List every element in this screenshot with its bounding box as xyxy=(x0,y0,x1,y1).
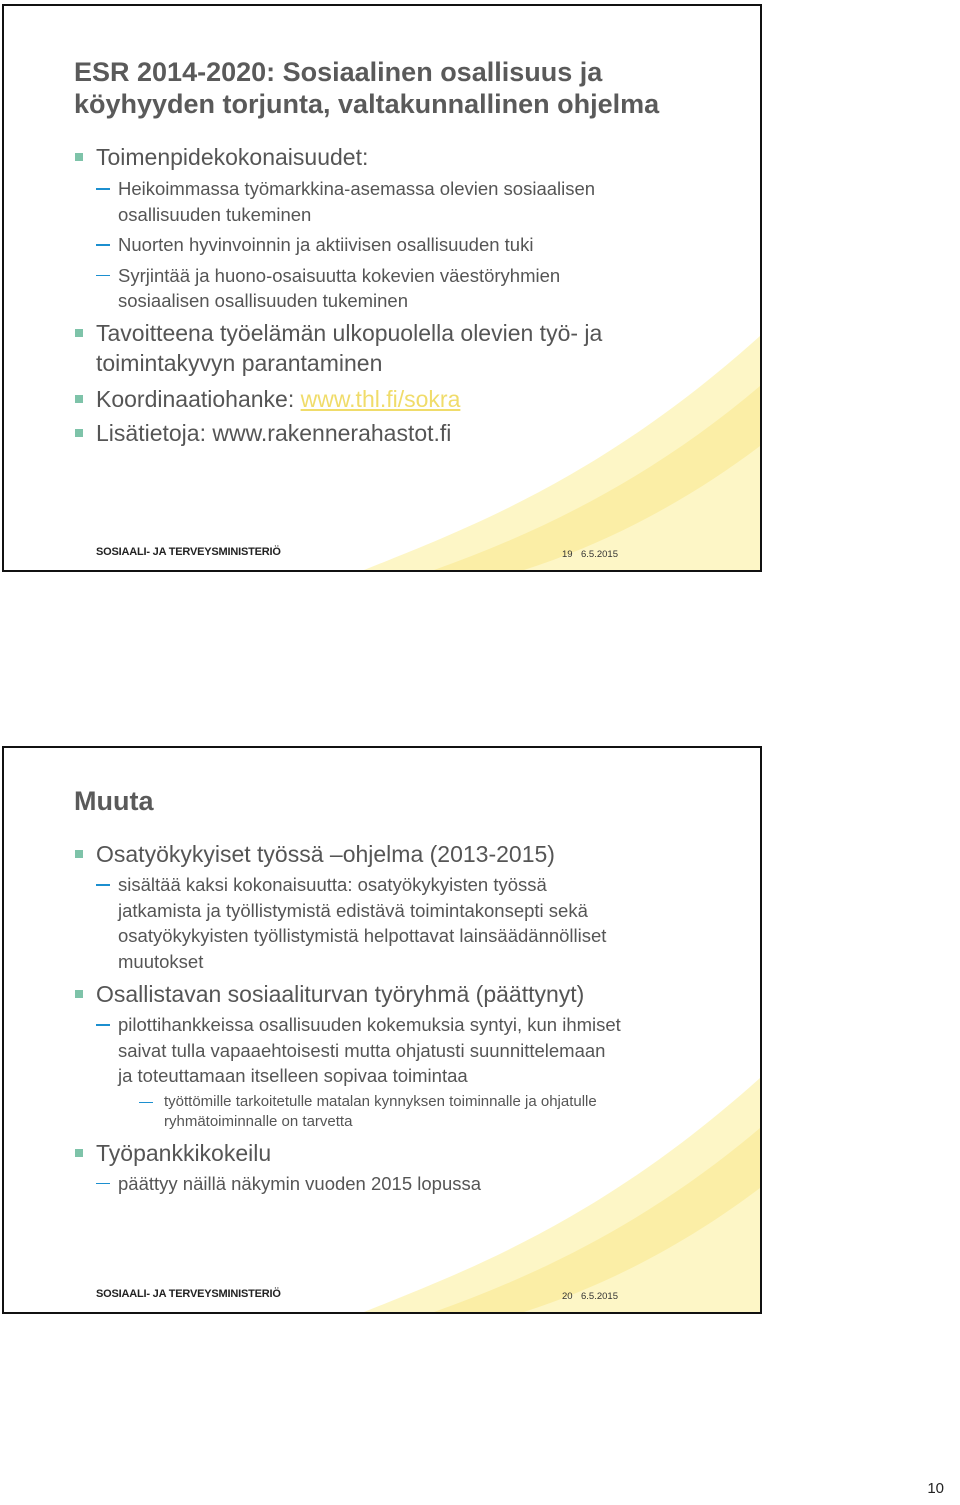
ministry-logo: SOSIAALI- JA TERVEYSMINISTERIÖ xyxy=(96,1288,281,1300)
bullet-item: Osallistavan sosiaaliturvan työryhmä (päättynyt) xyxy=(74,979,730,1009)
sub-bullet-item: Syrjintää ja huono-osaisuutta kokevien väestöryhmien sosiaalisen osallisuuden tukeminen xyxy=(74,263,730,314)
slide-number: 19 xyxy=(562,549,573,560)
sub-bullet-item: sisältää kaksi kokonaisuutta: osatyökykyisten työssä jatkamista ja työllistymistä edistävä toimintakonsepti sekä osatyökykyisten työllistymistä helpottavat lainsäädännölliset muutokset xyxy=(74,872,730,974)
bullet-item: Työpankkikokeilu xyxy=(74,1138,730,1168)
sub-bullet-item: Heikoimmassa työmarkkina-asemassa olevien sosiaalisen osallisuuden tukeminen xyxy=(74,176,730,227)
bullet-item: Toimenpidekokonaisuudet: xyxy=(74,142,730,172)
slide-date: 6.5.2015 xyxy=(581,1291,618,1302)
slide-date: 6.5.2015 xyxy=(581,549,618,560)
slide-20 xyxy=(2,746,762,1314)
slide-body xyxy=(74,839,730,1196)
sub-bullet-item: Nuorten hyvinvoinnin ja aktiivisen osallisuuden tuki xyxy=(74,232,730,258)
page-number: 10 xyxy=(927,1480,944,1497)
slide-title: ESR 2014-2020: Sosiaalinen osallisuus ja köyhyyden torjunta, valtakunnallinen ohjelma xyxy=(74,57,660,119)
sub-bullet-item: pilottihankkeissa osallisuuden kokemuksia syntyi, kun ihmiset saivat tulla vapaaehtoisesti mutta ohjatusti suunnittelemaan ja toteuttamaan itselleen sopivaa toimintaa xyxy=(74,1012,730,1089)
slide-title: Muuta xyxy=(74,786,154,816)
bullet-item: Lisätietoja: www.rakennerahastot.fi xyxy=(74,418,730,448)
slide-body xyxy=(74,142,730,448)
bullet-item: Osatyökykyiset työssä –ohjelma (2013-2015) xyxy=(74,839,730,869)
sokra-link[interactable]: www.thl.fi/sokra xyxy=(300,385,461,412)
coordination-label: Koordinaatiohanke: xyxy=(96,385,301,412)
ministry-logo: SOSIAALI- JA TERVEYSMINISTERIÖ xyxy=(96,546,281,558)
slide-number: 20 xyxy=(562,1291,573,1302)
bullet-item: Tavoitteena työelämän ulkopuolella olevien työ- ja toimintakyvyn parantaminen xyxy=(74,318,730,378)
sub-sub-bullet-item: työttömille tarkoitetulle matalan kynnyksen toiminnalle ja ohjatulle ryhmätoiminnalle on tarvetta xyxy=(74,1092,730,1132)
sub-bullet-item: päättyy näillä näkymin vuoden 2015 lopussa xyxy=(74,1171,730,1197)
slide-19 xyxy=(2,4,762,572)
bullet-item xyxy=(74,384,730,414)
